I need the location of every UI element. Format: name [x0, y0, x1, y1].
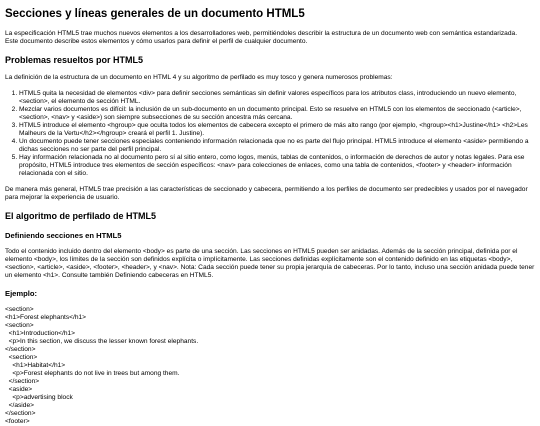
problems-conclusion: De manera más general, HTML5 trae precisión a las características de seccionado y cabecera, permitiendo a los perfiles de documento ser predecibles y usados por el navegador para mejorar la experiencia de usuario. — [5, 186, 528, 201]
code-line: <section> — [5, 306, 34, 313]
algorithm-body: Todo el contenido incluido dentro del elemento <body> es parte de una sección. Las secciones en HTML5 pueden ser anidadas. Además de la sección principal, definida por el elemento <body>, los límites de la sección son definidos explícita o implícitamente. Las secciones definidas explícitamente son el contenido definido en las etiquetas <body>, <section>, <article>, <aside>, <footer>, <header>, y <nav>. Nota: Cada sección puede tener su propia jerarquía de cabeceras. Por lo tanto, incluso una sección anidada puede tener un elemento <h1>. Consulte también Definiendo cabeceras en HTML5. — [5, 248, 535, 279]
list-item: 2. Mezclar varios documentos es difícil: la inclusión de un sub-documento en un documento principal. Esto se resuelve en HTML5 con los elementos de seccionado (<article>, <section>, <nav> y <aside>) son siempre subsecciones de su sección ancestra más cercana. — [19, 106, 535, 122]
code-line: </section> — [5, 410, 36, 417]
code-example — [5, 306, 535, 426]
intro-line-1: La especificación HTML5 trae muchos nuevos elementos a los desarrolladores web, permitiéndoles describir la estructura de un documento web con semántica estandarizada. — [5, 30, 518, 37]
intro-line-2: Este documento describe estos elementos y cómo usarlos para definir el perfil de cualquier documento. — [5, 38, 308, 45]
code-line: </aside> — [5, 402, 34, 409]
problems-lead: La definición de la estructura de un documento en HTML 4 y su algoritmo de perfilado es muy tosco y genera numerosos problemas: — [5, 74, 393, 81]
list-item: 1. HTML5 quita la necesidad de elementos <div> para definir secciones semánticas sin definir valores específicos para los atributos class, introduciendo un nuevo elemento, <section>, el elemento de sección HTML. — [19, 90, 535, 106]
code-line: <h1>Introduction</h1> — [5, 330, 76, 337]
code-line: <p>advertising block — [5, 394, 73, 401]
list-item: 5. Hay información relacionada no al documento pero sí al sitio entero, como logos, menús, tablas de contenidos, o información de derechos de autor y notas legales. Para ese propósito, HTML5 introduce tres elementos de sección específicos: <nav> para colecciones de enlaces, como una tabla de contenidos, <footer> y <header> información relacionada con el sitio. — [19, 154, 535, 178]
example-heading: Ejemplo: — [5, 289, 38, 298]
code-line: <p>Forest elephants do not live in trees but among them. — [5, 370, 180, 377]
page-title: Secciones y líneas generales de un documento HTML5 — [5, 8, 305, 20]
code-line: <h1>Habitat</h1> — [5, 362, 66, 369]
algorithm-heading: El algoritmo de perfilado de HTML5 — [5, 211, 157, 221]
code-line: <aside> — [5, 386, 33, 393]
code-line: <section> — [5, 322, 34, 329]
code-line: <footer> — [5, 418, 30, 425]
defining-sections-heading: Definiendo secciones en HTML5 — [5, 231, 122, 240]
code-line: </section> — [5, 378, 40, 385]
code-line: <h1>Forest elephants</h1> — [5, 314, 87, 321]
intro-paragraph — [5, 30, 535, 46]
code-line: <section> — [5, 354, 38, 361]
problems-heading: Problemas resueltos por HTML5 — [5, 55, 144, 65]
code-line: <p>In this section, we discuss the lesser known forest elephants. — [5, 338, 199, 345]
code-line: </section> — [5, 346, 36, 353]
list-item: 4. Un documento puede tener secciones especiales conteniendo información relacionada que no es parte del flujo principal. HTML5 introduce el elemento <aside> permitiendo a dichas secciones no ser parte del perfil principal. — [19, 138, 535, 154]
list-item: 3. HTML5 introduce el elemento <hgroup> que oculta todos los elementos de cabecera excepto el primero de más alto rango (por ejemplo, <hgroup><h1>Justine</h1> <h2>Les Malheurs de la Vertu</h2></hgroup> creará el perfil 1. Justine). — [19, 122, 535, 138]
problems-list — [5, 90, 535, 178]
